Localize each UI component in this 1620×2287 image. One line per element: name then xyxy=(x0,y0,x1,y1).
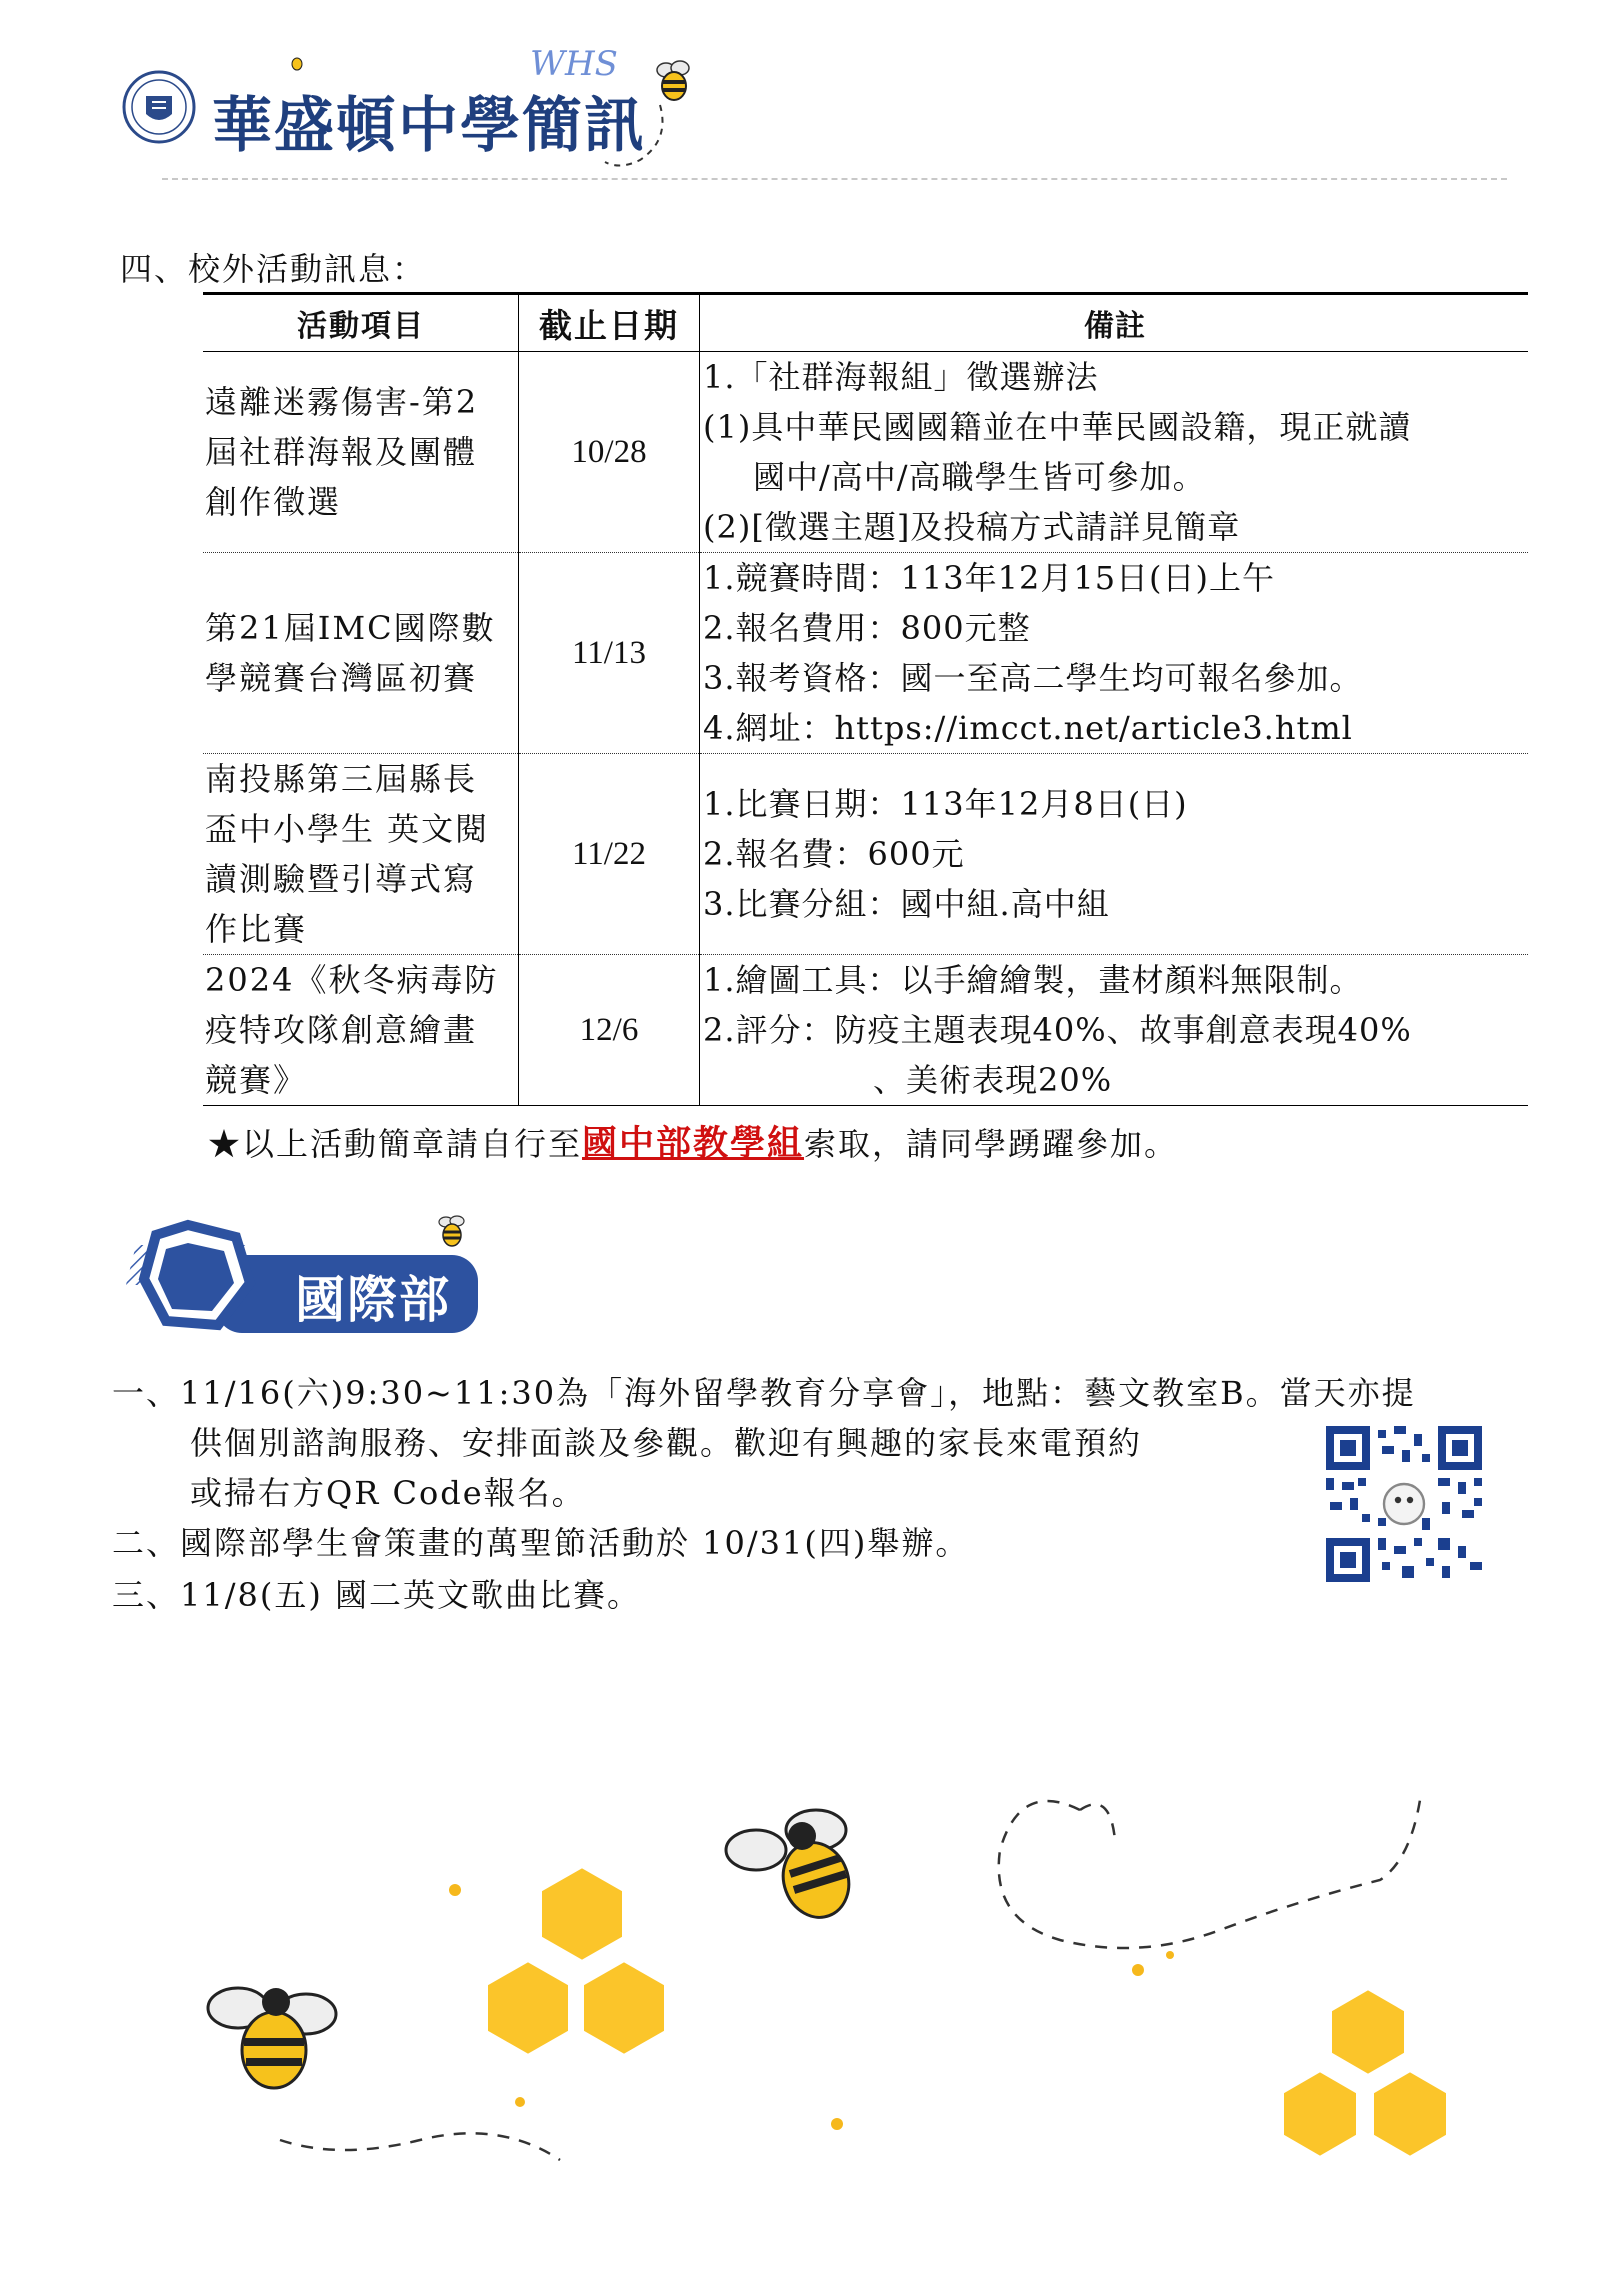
activity-name-line: 學競賽台灣區初賽 xyxy=(205,659,478,697)
table-row xyxy=(203,352,1528,553)
deadline-cell: 12/6 xyxy=(519,955,700,1106)
note-line: 1.「社群海報組」徵選辦法 xyxy=(703,358,1099,396)
notes-cell xyxy=(700,955,1529,1106)
note-line: 1.繪圖工具：以手繪繪製，畫材顏料無限制。 xyxy=(703,961,1363,999)
intl-item-3: 三、11/8(五) 國二英文歌曲比賽。 xyxy=(112,1576,642,1614)
header xyxy=(0,0,1620,200)
small-bee-icon xyxy=(288,54,306,72)
table-row xyxy=(203,955,1528,1106)
footnote-highlight: 國中部教學組 xyxy=(582,1123,805,1164)
note-line: 、美術表現20% xyxy=(873,1061,1113,1099)
note-line: 2.報名費用：800元整 xyxy=(703,609,1031,647)
column-header-notes: 備註 xyxy=(700,294,1529,352)
newsletter-title: 華盛頓中學簡訊 xyxy=(212,91,646,161)
intl-item-1-line3: 或掃右方QR Code報名。 xyxy=(190,1474,586,1512)
activity-name-line: 創作徵選 xyxy=(205,483,342,521)
note-line: 2.報名費：600元 xyxy=(703,835,965,873)
note-line: 4.網址：https://imcct.net/article3.html xyxy=(703,709,1353,747)
note-line: 1.比賽日期：113年12月8日(日) xyxy=(703,785,1188,823)
table-body xyxy=(203,352,1528,1106)
activity-name-cell xyxy=(203,352,519,553)
school-seal-icon xyxy=(122,70,196,144)
bee-icon xyxy=(430,1210,474,1254)
intl-item-1: 一、11/16(六)9:30~11:30為「海外留學教育分享會」，地點：藝文教室B。當天亦提 xyxy=(112,1374,1416,1412)
whs-tag: WHS xyxy=(530,44,618,84)
note-line: 國中/高中/高職學生皆可參加。 xyxy=(753,458,1206,496)
activity-name-line: 南投縣第三屆縣長 xyxy=(205,760,478,798)
activity-name-line: 讀測驗暨引導式寫 xyxy=(205,860,478,898)
qr-code-icon[interactable] xyxy=(1322,1422,1486,1586)
activity-name-cell xyxy=(203,754,519,955)
section-heading: 四、校外活動訊息： xyxy=(120,250,427,288)
activity-name-cell xyxy=(203,553,519,754)
activity-name-line: 盃中小學生 英文閱 xyxy=(205,810,490,848)
footnote-prefix: ★以上活動簡章請自行至 xyxy=(208,1125,583,1163)
activity-name-line: 疫特攻隊創意繪畫 xyxy=(205,1011,478,1049)
bee-decoration xyxy=(0,1740,1620,2287)
activity-name-line: 競賽》 xyxy=(205,1061,308,1099)
column-header-activity: 活動項目 xyxy=(203,294,519,352)
events-footnote xyxy=(208,1116,1178,1166)
notes-cell xyxy=(700,754,1529,955)
activity-name-cell xyxy=(203,955,519,1106)
activity-name-line: 遠離迷霧傷害-第2 xyxy=(205,383,479,421)
note-line: 2.評分：防疫主題表現40%、故事創意表現40% xyxy=(703,1011,1412,1049)
activity-name-line: 2024《秋冬病毒防 xyxy=(205,961,499,999)
deadline-cell: 11/13 xyxy=(519,553,700,754)
note-line: 3.報考資格：國一至高二學生均可報名參加。 xyxy=(703,659,1363,697)
activity-name-line: 第21屆IMC國際數 xyxy=(205,609,496,647)
notes-cell xyxy=(700,352,1529,553)
events-table xyxy=(203,292,1528,1106)
intl-item-2: 二、國際部學生會策畫的萬聖節活動於 10/31(四)舉辦。 xyxy=(112,1524,970,1562)
table-row xyxy=(203,754,1528,955)
header-divider xyxy=(162,178,1507,180)
notes-cell xyxy=(700,553,1529,754)
deadline-cell: 11/22 xyxy=(519,754,700,955)
table-row xyxy=(203,553,1528,754)
bee-trail-icon xyxy=(600,100,680,180)
note-line: (2)[徵選主題]及投稿方式請詳見簡章 xyxy=(703,508,1241,546)
intl-banner-title: 國際部 xyxy=(295,1271,451,1329)
deadline-cell: 10/28 xyxy=(519,352,700,553)
activity-name-line: 作比賽 xyxy=(205,910,308,948)
footnote-suffix: 索取，請同學踴躍參加。 xyxy=(804,1125,1179,1163)
table-header-row xyxy=(203,294,1528,352)
note-line: 1.競賽時間：113年12月15日(日)上午 xyxy=(703,559,1276,597)
note-line: 3.比賽分組：國中組.高中組 xyxy=(703,885,1110,923)
intl-item-1-line2: 供個別諮詢服務、安排面談及參觀。歡迎有興趣的家長來電預約 xyxy=(190,1424,1143,1462)
note-line: (1)具中華民國國籍並在中華民國設籍，現正就讀 xyxy=(703,408,1412,446)
activity-name-line: 屆社群海報及團體 xyxy=(205,433,478,471)
column-header-deadline: 截止日期 xyxy=(519,294,700,352)
